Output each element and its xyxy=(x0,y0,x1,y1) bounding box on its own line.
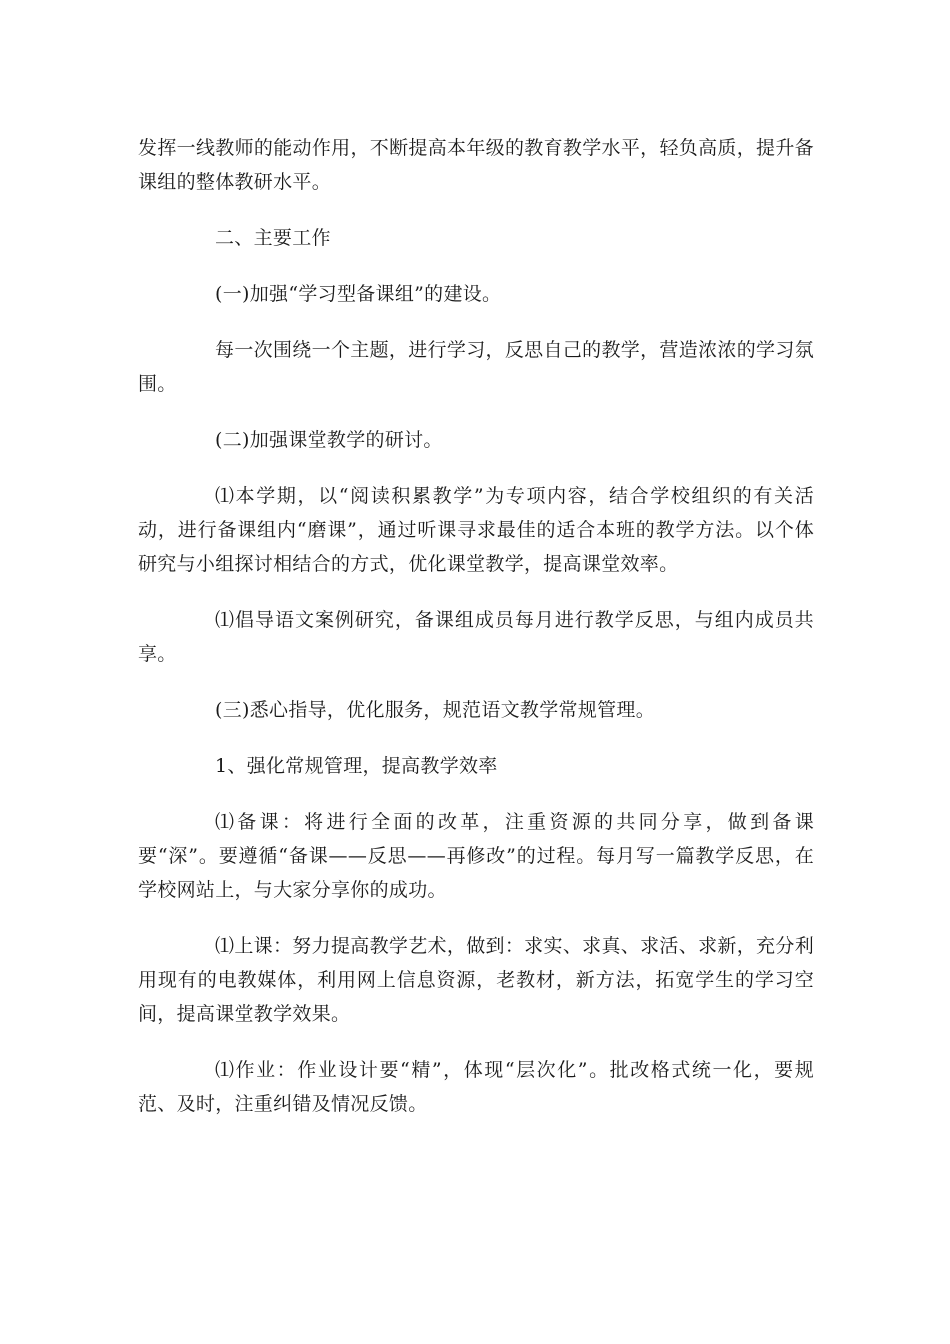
subsection-heading-routine-management: (三)悉心指导，优化服务，规范语文教学常规管理。 xyxy=(215,699,656,721)
subsection-heading-learning-group: (一)加强“学习型备课组”的建设。 xyxy=(215,283,502,305)
item-heading-strengthen-routine: 1、强化常规管理，提高教学效率 xyxy=(215,755,498,777)
paragraph-learning-theme: 每一次围绕一个主题，进行学习，反思自己的教学，营造浓浓的学习氛围。 xyxy=(138,339,814,395)
paragraph-lesson-preparation: ⑴备课：将进行全面的改革，注重资源的共同分享，做到备课要“深”。要遵循“备课——反思——再修改”的过程。每月写一篇教学反思，在学校网站上，与大家分享你的成功。 xyxy=(138,811,814,901)
subsection-heading-classroom-research: (二)加强课堂教学的研讨。 xyxy=(215,429,443,451)
section-heading-main-work: 二、主要工作 xyxy=(215,227,331,249)
paragraph-reading-accumulation: ⑴本学期，以“阅读积累教学”为专项内容，结合学校组织的有关活动，进行备课组内“磨课”，通过听课寻求最佳的适合本班的教学方法。以个体研究与小组探讨相结合的方式，优化课堂教学，提高课堂效率。 xyxy=(138,485,814,575)
document-body xyxy=(138,131,814,1143)
paragraph-case-study: ⑴倡导语文案例研究，备课组成员每月进行教学反思，与组内成员共享。 xyxy=(138,609,814,665)
paragraph-teaching: ⑴上课：努力提高教学艺术，做到：求实、求真、求活、求新，充分利用现有的电教媒体，利用网上信息资源，老教材，新方法，拓宽学生的学习空间，提高课堂教学效果。 xyxy=(138,935,814,1025)
paragraph-intro-continuation: 发挥一线教师的能动作用，不断提高本年级的教育教学水平，轻负高质，提升备课组的整体教研水平。 xyxy=(138,137,814,193)
paragraph-homework: ⑴作业：作业设计要“精”，体现“层次化”。批改格式统一化，要规范、及时，注重纠错及情况反馈。 xyxy=(138,1059,814,1115)
